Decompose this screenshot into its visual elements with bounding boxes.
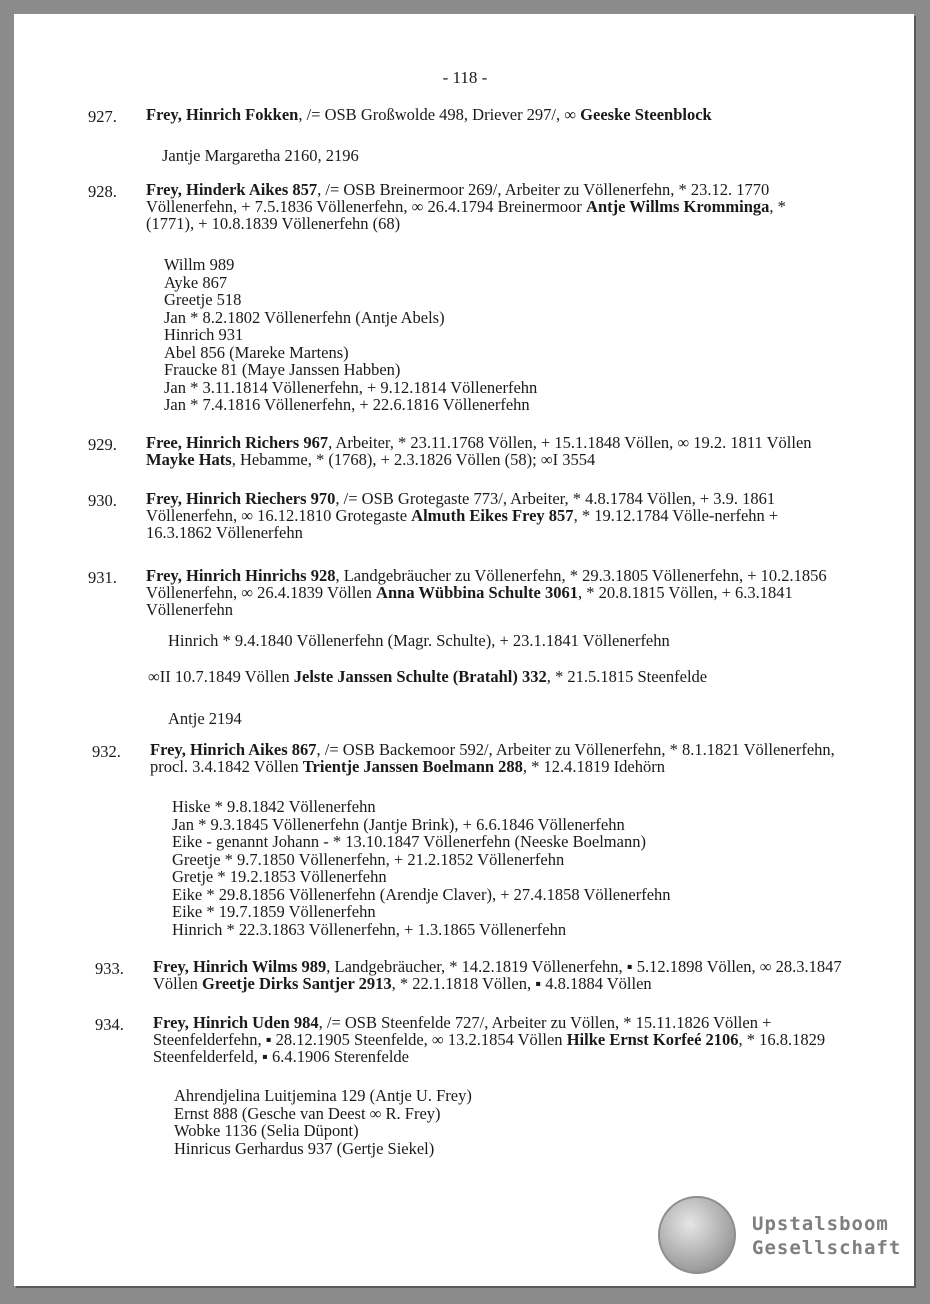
entry-detail: , * 22.1.1818 Völlen, ▪ 4.8.1884 Völlen xyxy=(391,974,652,993)
person-name: Frey, Hinrich Fokken xyxy=(146,105,299,124)
children-928 xyxy=(164,256,537,414)
child-line: Ernst 888 (Gesche van Deest ∞ R. Frey) xyxy=(174,1103,441,1123)
entry-number: 932. xyxy=(92,742,121,761)
person-name: Trientje Janssen Boelmann 288 xyxy=(302,757,523,776)
second-spouse-name: Jelste Janssen Schulte (Bratahl) 332 xyxy=(293,667,547,686)
child-line: Fraucke 81 (Maye Janssen Habben) xyxy=(164,360,401,379)
entry-934 xyxy=(95,1014,858,1065)
entry-detail: , Landgebräucher, * 14.2.1819 Völlenerfehn, ▪ 5.12.1898 Völlen, ∞ 28.3.1847 Völlen xyxy=(153,957,842,993)
person-name: Frey, Hinderk Aikes 857 xyxy=(146,180,318,199)
person-name: Frey, Hinrich Uden 984 xyxy=(153,1013,319,1032)
child-line: Hinrich 931 xyxy=(164,325,244,344)
entry-text xyxy=(146,106,828,123)
children-931-second-marriage xyxy=(168,710,242,728)
entry-text xyxy=(153,1014,858,1065)
child-line: Eike * 29.8.1856 Völlenerfehn (Arendje Claver), + 27.4.1858 Völlenerfehn xyxy=(172,884,671,904)
entry-detail: , * 12.4.1819 Idehörn xyxy=(522,757,665,776)
person-name: Frey, Hinrich Wilms 989 xyxy=(153,957,327,976)
person-name: Free, Hinrich Richers 967 xyxy=(146,433,329,452)
seal-emblem-icon xyxy=(658,1196,736,1274)
entry-text xyxy=(146,490,838,541)
entry-text xyxy=(146,567,838,618)
child-line: Hinrich * 22.3.1863 Völlenerfehn, + 1.3.1865 Völlenerfehn xyxy=(172,919,567,939)
entry-927 xyxy=(88,105,828,126)
child-line: Wobke 1136 (Selia Düpont) xyxy=(174,1121,359,1140)
entry-detail: , /= OSB Steenfelde 727/, Arbeiter zu Völlen, * 15.11.1826 Völlen + Steenfelderfehn, ▪ 28.12.1905 Steenfelde, ∞ 13.2.1854 Völlen xyxy=(153,1013,772,1049)
entry-number: 933. xyxy=(95,959,124,978)
child-line: Ahrendjelina Luitjemina 129 (Antje U. Frey) xyxy=(174,1086,472,1105)
children-931-first-marriage xyxy=(168,632,670,650)
child-line: Jan * 8.2.1802 Völlenerfehn (Antje Abels) xyxy=(164,307,445,327)
entry-932 xyxy=(92,741,847,775)
child-line: Jantje Margaretha 2160, 2196 xyxy=(162,146,359,165)
child-line: Jan * 7.4.1816 Völlenerfehn, + 22.6.1816 Völlenerfehn xyxy=(164,395,530,414)
second-marriage-931 xyxy=(148,668,707,686)
entry-detail: , Hebamme, * (1768), + 2.3.1826 Völlen (58); ∞I 3554 xyxy=(231,450,596,469)
entry-detail: , Landgebräucher zu Völlenerfehn, * 29.3.1805 Völlenerfehn, + 10.2.1856 Völlenerfehn, ∞ 26.4.1839 Völlen xyxy=(146,566,827,602)
child-line: Hiske * 9.8.1842 Völlenerfehn xyxy=(172,797,376,816)
entry-928 xyxy=(88,181,828,232)
person-name: Almuth Eikes Frey 857 xyxy=(411,506,574,525)
logo-text xyxy=(752,1212,901,1260)
child-line: Ayke 867 xyxy=(164,272,228,292)
person-name: Mayke Hats xyxy=(146,450,232,469)
child-line: Eike * 19.7.1859 Völlenerfehn xyxy=(172,902,376,921)
entry-number: 934. xyxy=(95,1015,124,1034)
entry-detail: , /= OSB Backemoor 592/, Arbeiter zu Völlenerfehn, * 8.1.1821 Völlenerfehn, procl. 3.4.1842 Völlen xyxy=(150,740,835,776)
child-line: Jan * 3.11.1814 Völlenerfehn, + 9.12.1814 Völlenerfehn xyxy=(164,377,538,397)
entry-detail: , * 20.8.1815 Völlen, + 6.3.1841 Völlenerfehn xyxy=(146,583,793,619)
children-932 xyxy=(172,798,671,938)
entry-detail: , /= OSB Grotegaste 773/, Arbeiter, * 4.8.1784 Völlen, + 3.9. 1861 Völlenerfehn, ∞ 16.12.1810 Grotegaste xyxy=(146,489,776,525)
second-marriage-prefix: ∞II 10.7.1849 Völlen xyxy=(148,667,294,686)
child-line: Willm 989 xyxy=(164,255,235,274)
entry-number: 930. xyxy=(88,491,117,510)
person-name: Frey, Hinrich Riechers 970 xyxy=(146,489,336,508)
entry-detail: , /= OSB Großwolde 498, Driever 297/, ∞ xyxy=(298,105,581,124)
upstalsboom-logo xyxy=(658,1196,902,1276)
child-line: Hinrich * 9.4.1840 Völlenerfehn (Magr. Schulte), + 23.1.1841 Völlenerfehn xyxy=(168,631,670,650)
entry-detail: , * (1771), + 10.8.1839 Völlenerfehn (68) xyxy=(146,197,786,233)
children-934 xyxy=(174,1087,472,1157)
child-line: Greetje * 9.7.1850 Völlenerfehn, + 21.2.1852 Völlenerfehn xyxy=(172,849,565,869)
person-name: Antje Willms Kromminga xyxy=(586,197,770,216)
entry-931 xyxy=(88,567,838,618)
page-number: - 118 - xyxy=(442,68,488,87)
person-name: Greetje Dirks Santjer 2913 xyxy=(202,974,392,993)
entry-detail: , Arbeiter, * 23.11.1768 Völlen, + 15.1.1848 Völlen, ∞ 19.2. 1811 Völlen xyxy=(328,433,812,452)
entry-text xyxy=(146,181,828,232)
entry-text xyxy=(153,958,855,992)
child-line: Eike - genannt Johann - * 13.10.1847 Völlenerfehn (Neeske Boelmann) xyxy=(172,832,646,851)
entry-929 xyxy=(88,434,833,468)
entry-number: 929. xyxy=(88,435,117,454)
entry-number: 928. xyxy=(88,182,117,201)
entry-930 xyxy=(88,490,838,541)
entry-detail: , * 16.8.1829 Steenfelderfeld, ▪ 6.4.1906 Sterenfelde xyxy=(153,1030,826,1066)
child-line: Antje 2194 xyxy=(168,709,242,728)
entry-text xyxy=(150,741,847,775)
logo-line-1: Upstalsboom xyxy=(752,1213,889,1235)
logo-line-2: Gesellschaft xyxy=(752,1237,902,1259)
person-name: Geeske Steenblock xyxy=(580,105,712,124)
child-line: Jan * 9.3.1845 Völlenerfehn (Jantje Brink), + 6.6.1846 Völlenerfehn xyxy=(172,814,625,834)
second-spouse-details: , * 21.5.1815 Steenfelde xyxy=(546,667,708,686)
entry-detail: , /= OSB Breinermoor 269/, Arbeiter zu Völlenerfehn, * 23.12. 1770 Völlenerfehn, + 7.5.1836 Völlenerfehn, ∞ 26.4.1794 Breinermoor xyxy=(146,180,770,216)
person-name: Hilke Ernst Korfeé 2106 xyxy=(566,1030,739,1049)
child-line: Abel 856 (Mareke Martens) xyxy=(164,342,349,362)
child-line: Gretje * 19.2.1853 Völlenerfehn xyxy=(172,867,387,886)
entry-number: 931. xyxy=(88,568,117,587)
entry-number: 927. xyxy=(88,107,117,126)
entry-detail: , * 19.12.1784 Völle-nerfehn + 16.3.1862 Völlenerfehn xyxy=(146,506,779,542)
child-line: Hinricus Gerhardus 937 (Gertje Siekel) xyxy=(174,1138,435,1158)
person-name: Anna Wübbina Schulte 3061 xyxy=(376,583,578,602)
children-927 xyxy=(162,147,359,165)
person-name: Frey, Hinrich Aikes 867 xyxy=(150,740,317,759)
child-line: Greetje 518 xyxy=(164,290,242,309)
entry-text xyxy=(146,434,833,468)
person-name: Frey, Hinrich Hinrichs 928 xyxy=(146,566,336,585)
entry-933 xyxy=(95,958,855,992)
